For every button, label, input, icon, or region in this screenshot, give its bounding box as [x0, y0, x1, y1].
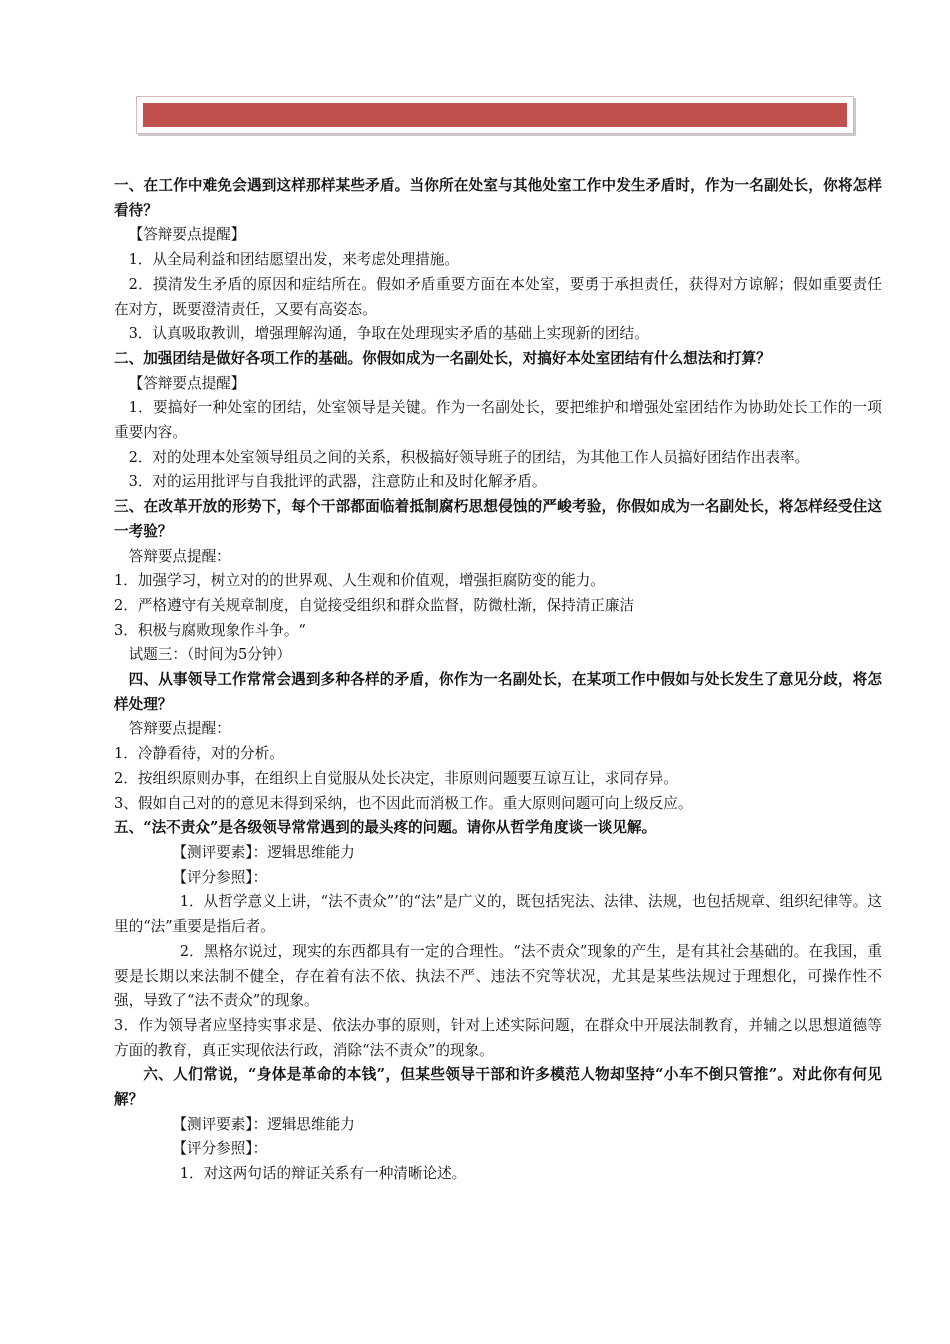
- question-paragraph: 二、加强团结是做好各项工作的基础。你假如成为一名副处长，对搞好本处室团结有什么想法和打算？: [114, 349, 771, 367]
- text-paragraph: 1．要搞好一种处室的团结，处室领导是关键。作为一名副处长，要把维护和增强处室团结作为协助处长工作的一项重要内容。: [114, 399, 882, 442]
- question-paragraph: 三、在改革开放的形势下，每个干部都面临着抵制腐朽思想侵蚀的严峻考验，你假如成为一名副处长，将怎样经受住这一考验？: [114, 498, 882, 540]
- text-paragraph: 1．从哲学意义上讲，“法不责众”’的“法”是广义的，既包括宪法、法律、法规，也包括规章、组织纪律等。这里的“法”重要是指后者。: [114, 893, 882, 936]
- text-paragraph: 3．积极与腐败现象作斗争。“: [114, 621, 306, 639]
- text-paragraph: 2．摸清发生矛盾的原因和症结所在。假如矛盾重要方面在本处室，要勇于承担责任，获得对方谅解；假如重要责任在对方，既要澄清责任，又要有高姿态。: [114, 275, 882, 318]
- text-paragraph: 【测评要素】：逻辑思维能力: [172, 843, 355, 861]
- text-paragraph: 答辩要点提醒：: [128, 720, 231, 738]
- text-paragraph: 1．从全局利益和团结愿望出发，来考虑处理措施。: [128, 251, 459, 269]
- text-paragraph: 【评分参照】：: [172, 868, 268, 886]
- question-paragraph: 五、“法不责众”是各级领导常常遇到的最头疼的问题。请你从哲学角度谈一谈见解。: [114, 819, 657, 837]
- text-paragraph: 1．加强学习，树立对的的世界观、人生观和价值观，增强拒腐防变的能力。: [114, 572, 605, 590]
- text-paragraph: 3．对的运用批评与自我批评的武器，注意防止和及时化解矛盾。: [128, 473, 547, 491]
- text-paragraph: 2．对的处理本处室领导组员之间的关系，积极搞好领导班子的团结，为其他工作人员搞好团结作出表率。: [128, 448, 810, 466]
- text-paragraph: 【测评要素】：逻辑思维能力: [172, 1115, 355, 1133]
- document-body: [114, 174, 882, 1187]
- question-paragraph: 四、从事领导工作常常会遇到多种各样的矛盾，你作为一名副处长，在某项工作中假如与处长发生了意见分歧，将怎样处理？: [114, 671, 882, 713]
- text-paragraph: 【答辩要点提醒】: [128, 374, 246, 392]
- text-paragraph: 3．认真吸取教训，增强理解沟通，争取在处理现实矛盾的基础上实现新的团结。: [128, 325, 649, 343]
- text-paragraph: 2．黑格尔说过，现实的东西都具有一定的合理性。“法不责众”现象的产生，是有其社会基础的。在我国，重要是长期以来法制不健全，存在着有法不依、执法不严、违法不究等状况，尤其是某些法规过于理想化，可操作性不强，导致了“法不责众”的现象。: [114, 942, 882, 1010]
- text-paragraph: 1．对这两句话的辩证关系有一种清晰论述。: [179, 1165, 467, 1183]
- question-paragraph: 一、在工作中难免会遇到这样那样某些矛盾。当你所在处室与其他处室工作中发生矛盾时，作为一名副处长，你将怎样看待？: [114, 177, 882, 219]
- text-paragraph: 答辩要点提醒：: [128, 547, 231, 565]
- text-paragraph: 【评分参照】：: [172, 1140, 268, 1158]
- header-banner: [136, 96, 854, 134]
- header-banner-fill: [143, 103, 847, 127]
- text-paragraph: 试题三：（时间为5分钟）: [128, 646, 292, 664]
- text-paragraph: 1．冷静看待，对的分析。: [114, 745, 284, 763]
- text-paragraph: 2．按组织原则办事，在组织上自觉服从处长决定，非原则问题要互谅互让，求同存异。: [114, 769, 678, 787]
- text-paragraph: 3．作为领导者应坚持实事求是、依法办事的原则，针对上述实际问题，在群众中开展法制教育，并辅之以思想道德等方面的教育，真正实现依法行政，消除“法不责众”的现象。: [114, 1016, 882, 1059]
- text-paragraph: 3、假如自己对的的意见未得到采纳，也不因此而消极工作。重大原则问题可向上级反应。: [114, 794, 693, 812]
- text-paragraph: 2．严格遵守有关规章制度，自觉接受组织和群众监督，防微杜渐，保持清正廉洁: [114, 596, 635, 614]
- text-paragraph: 【答辩要点提醒】: [128, 226, 246, 244]
- question-paragraph: 六、人们常说，“身体是革命的本钱”，但某些领导干部和许多模范人物却坚持“小车不倒只管推”。对此你有何见解？: [114, 1066, 882, 1109]
